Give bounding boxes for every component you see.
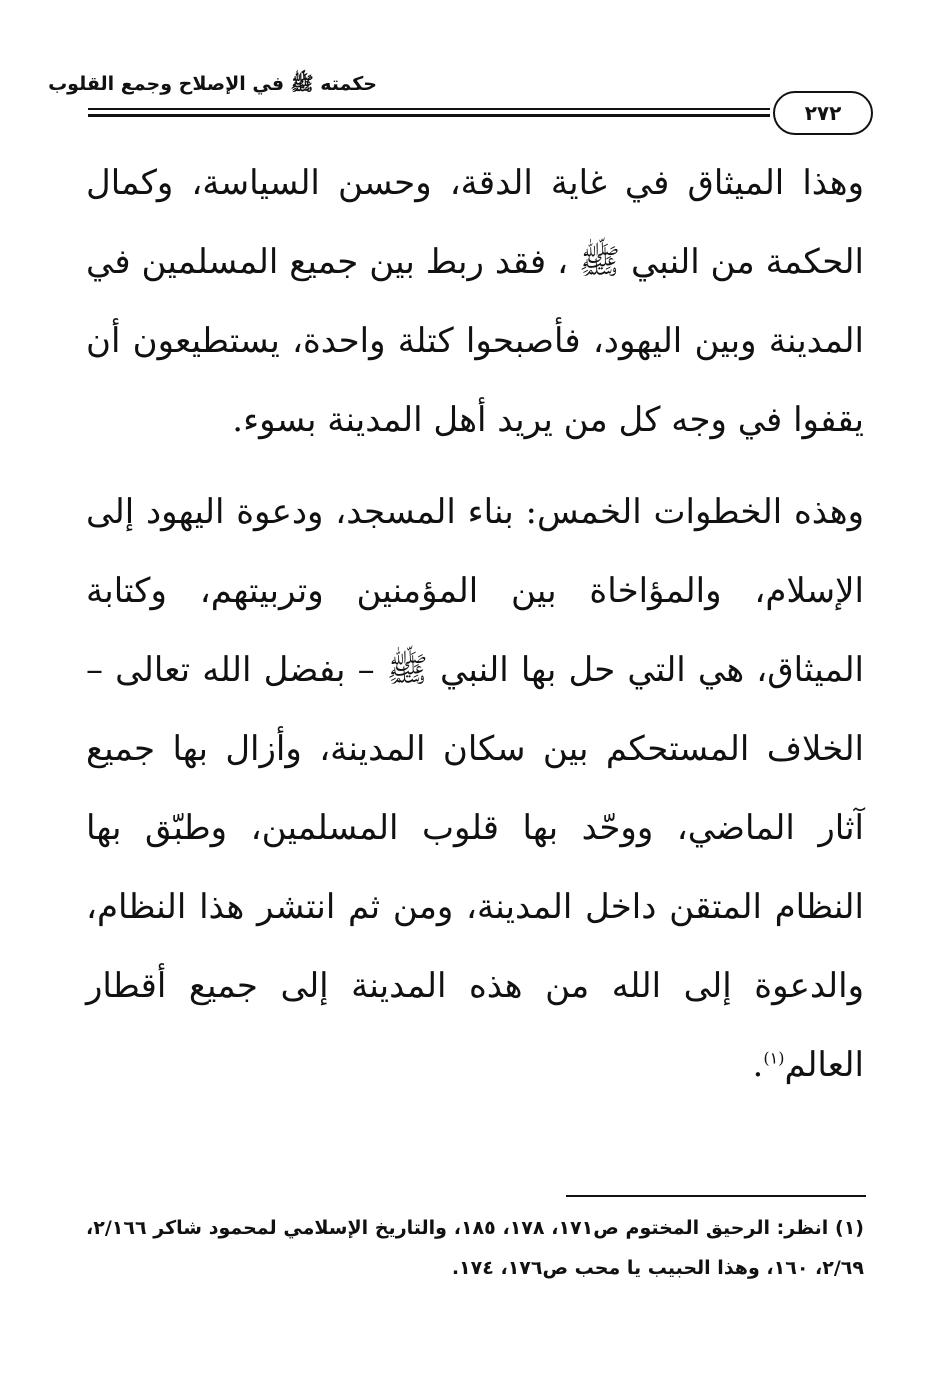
header-rule-thick bbox=[88, 114, 770, 117]
footnote-text: انظر: الرحيق المختوم ص١٧١، ١٧٨، ١٨٥، والتاريخ الإسلامي لمحمود شاكر ٢/١٦٦، ٢/٦٩، ١٦٠، وهذا الحبيب يا محب ص١٧٦، ١٧٤. bbox=[86, 1217, 864, 1279]
footnote bbox=[86, 1208, 864, 1288]
footnote-separator bbox=[566, 1195, 866, 1197]
running-header-title: حكمته ﷺ في الإصلاح وجمع القلوب bbox=[48, 73, 377, 95]
footnote-reference: (١) bbox=[763, 1048, 785, 1068]
header-rule-thin bbox=[88, 108, 770, 110]
body-paragraph-2-text: وهذه الخطوات الخمس: بناء المسجد، ودعوة اليهود إلى الإسلام، والمؤاخاة بين المؤمنين وتربيتهم، وكتابة الميثاق، هي التي حل بها النبي ﷺ – بفضل الله تعالى – الخلاف المستحكم بين سكان المدينة، وأزال بها جميع آثار الماضي، ووحّد بها قلوب المسلمين، وطبّق بها النظام المتقن داخل المدينة، ومن ثم انتشر هذا النظام، والدعوة إلى الله من هذه المدينة إلى جميع أقطار العالم bbox=[86, 492, 865, 1085]
page-number: ٢٧٢ bbox=[773, 91, 873, 135]
body-paragraph-2-end: . bbox=[752, 1045, 764, 1085]
footnote-number: (١) bbox=[835, 1217, 864, 1239]
body-paragraph-2 bbox=[86, 473, 864, 1105]
body-paragraph-1: وهذا الميثاق في غاية الدقة، وحسن السياسة، وكمال الحكمة من النبي ﷺ ، فقد ربط بين جميع المسلمين في المدينة وبين اليهود، فأصبحوا كتلة واحدة، يستطيعون أن يقفوا في وجه كل من يريد أهل المدينة بسوء. bbox=[86, 163, 864, 440]
